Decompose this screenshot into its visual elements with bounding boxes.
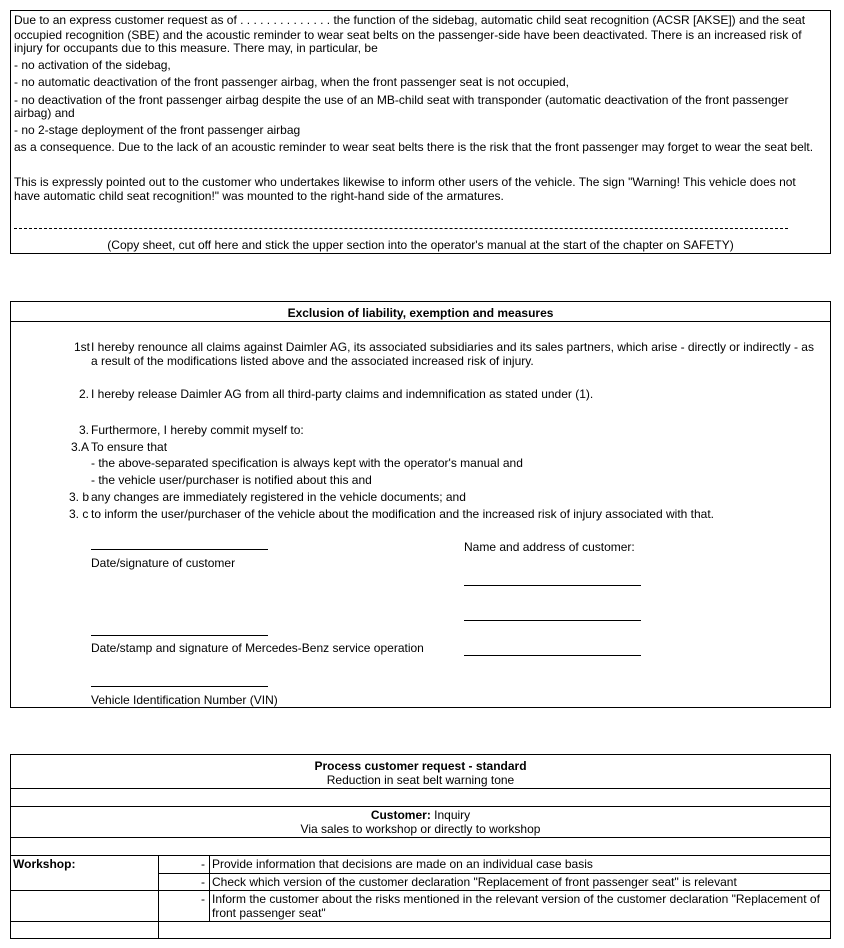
customer-signature-line[interactable] <box>91 549 268 550</box>
liability-title-divider <box>11 321 830 322</box>
workshop-label: Workshop: <box>13 857 76 871</box>
item2-number: 2. <box>79 387 90 401</box>
declaration-bullet-4: - no 2-stage deployment of the front passenger airbag <box>14 123 301 137</box>
declaration-bullet-1: - no activation of the sidebag, <box>14 58 171 72</box>
item1-number: 1st <box>74 340 91 354</box>
dash-column-divider <box>209 855 210 921</box>
customer-label: Customer: <box>370 808 431 822</box>
declaration-line-1: Due to an express customer request as of . . . . . . . . . . . . . . the function of the sidebag, automatic child seat recognition (ACSR [AKSE]) and the seat <box>14 13 806 27</box>
service-signature-line[interactable] <box>91 635 268 636</box>
declaration-notice-2: have automatic child seat recognition!" was mounted to the right-hand side of the armatures. <box>14 189 504 203</box>
item3a-sub-2: - the vehicle user/purchaser is notified about this and <box>91 473 372 487</box>
process-title: Process customer request - standard <box>314 759 527 773</box>
item1-text: I hereby renounce all claims against Daimler AG, its associated subsidiaries and its sales partners, which arise - directly or indirectly - as <box>91 340 814 354</box>
row-divider-1 <box>158 873 830 874</box>
declaration-consequence: as a consequence. Due to the lack of an acoustic reminder to wear seat belts there is the risk that the front passenger may forget to wear the seat belt. <box>14 140 814 154</box>
item3c-text: to inform the user/purchaser of the vehicle about the modification and the increased risk of injury associated with that. <box>91 507 715 521</box>
process-divider-3 <box>11 837 830 838</box>
liability-section <box>10 301 831 708</box>
process-divider-1 <box>11 788 830 789</box>
liability-title: Exclusion of liability, exemption and measures <box>287 306 554 320</box>
declaration-bullet-3-cont: airbag) and <box>14 106 75 120</box>
item3b-number: 3. b <box>69 490 90 504</box>
customer-address-line-1[interactable] <box>464 585 641 586</box>
vin-label: Vehicle Identification Number (VIN) <box>91 693 278 707</box>
declaration-section <box>10 10 831 254</box>
declaration-bullet-3: - no deactivation of the front passenger airbag despite the use of an MB-child seat with transponder (automatic deactivation of the front passenger <box>14 93 789 107</box>
vin-line[interactable] <box>91 686 268 687</box>
declaration-line-2: occupied recognition (SBE) and the acoustic reminder to wear seat belts on the passenger-side have been deactivated. There is an increased risk of <box>14 28 802 42</box>
customer-address-line-3[interactable] <box>464 655 641 656</box>
row3-text: Inform the customer about the risks mentioned in the relevant version of the customer declaration "Replacement of front passenger seat" <box>212 892 820 920</box>
row2-text: Check which version of the customer declaration "Replacement of front passenger seat" is relevant <box>212 875 737 889</box>
declaration-notice-1: This is expressly pointed out to the customer who undertakes likewise to inform other users of the vehicle. The sign "Warning! This vehicle does not <box>14 175 796 189</box>
process-divider-2 <box>11 806 830 807</box>
customer-signature-label: Date/signature of customer <box>91 556 236 570</box>
process-divider-4 <box>11 855 830 856</box>
customer-name-address-label: Name and address of customer: <box>464 540 635 554</box>
item1-text-cont: a result of the modifications listed above and the associated increased risk of injury. <box>91 354 534 368</box>
cut-line <box>14 228 788 229</box>
item3-text: Furthermore, I hereby commit myself to: <box>91 423 304 437</box>
row-divider-2 <box>11 890 830 891</box>
item3a-number: 3.A <box>71 440 90 454</box>
row1-dash: - <box>201 857 205 871</box>
row2-dash: - <box>201 875 205 889</box>
item3c-number: 3. c <box>69 507 89 521</box>
row-divider-3 <box>11 921 830 922</box>
customer-address-line-2[interactable] <box>464 620 641 621</box>
item3a-text: To ensure that <box>91 440 168 454</box>
row1-text: Provide information that decisions are made on an individual case basis <box>212 857 593 871</box>
cut-note: (Copy sheet, cut off here and stick the upper section into the operator's manual at the start of the chapter on SAFETY) <box>107 238 734 252</box>
workshop-column-divider <box>158 855 159 938</box>
item3b-text: any changes are immediately registered in the vehicle documents; and <box>91 490 466 504</box>
service-signature-label: Date/stamp and signature of Mercedes-Benz service operation <box>91 641 424 655</box>
customer-inquiry <box>11 808 830 822</box>
item3a-sub-1: - the above-separated specification is always kept with the operator's manual and <box>91 456 523 470</box>
row3-dash: - <box>201 892 205 906</box>
declaration-line-3: injury for occupants due to this measure. There may, in particular, be <box>14 41 378 55</box>
customer-channel: Via sales to workshop or directly to workshop <box>300 822 541 836</box>
process-subtitle: Reduction in seat belt warning tone <box>326 773 515 787</box>
declaration-bullet-2: - no automatic deactivation of the front passenger airbag, when the front passenger seat is not occupied, <box>14 75 570 89</box>
customer-value: Inquiry <box>430 808 471 822</box>
item3-number: 3. <box>79 423 90 437</box>
item2-text: I hereby release Daimler AG from all third-party claims and indemnification as stated under (1). <box>91 387 594 401</box>
process-table <box>10 754 831 939</box>
